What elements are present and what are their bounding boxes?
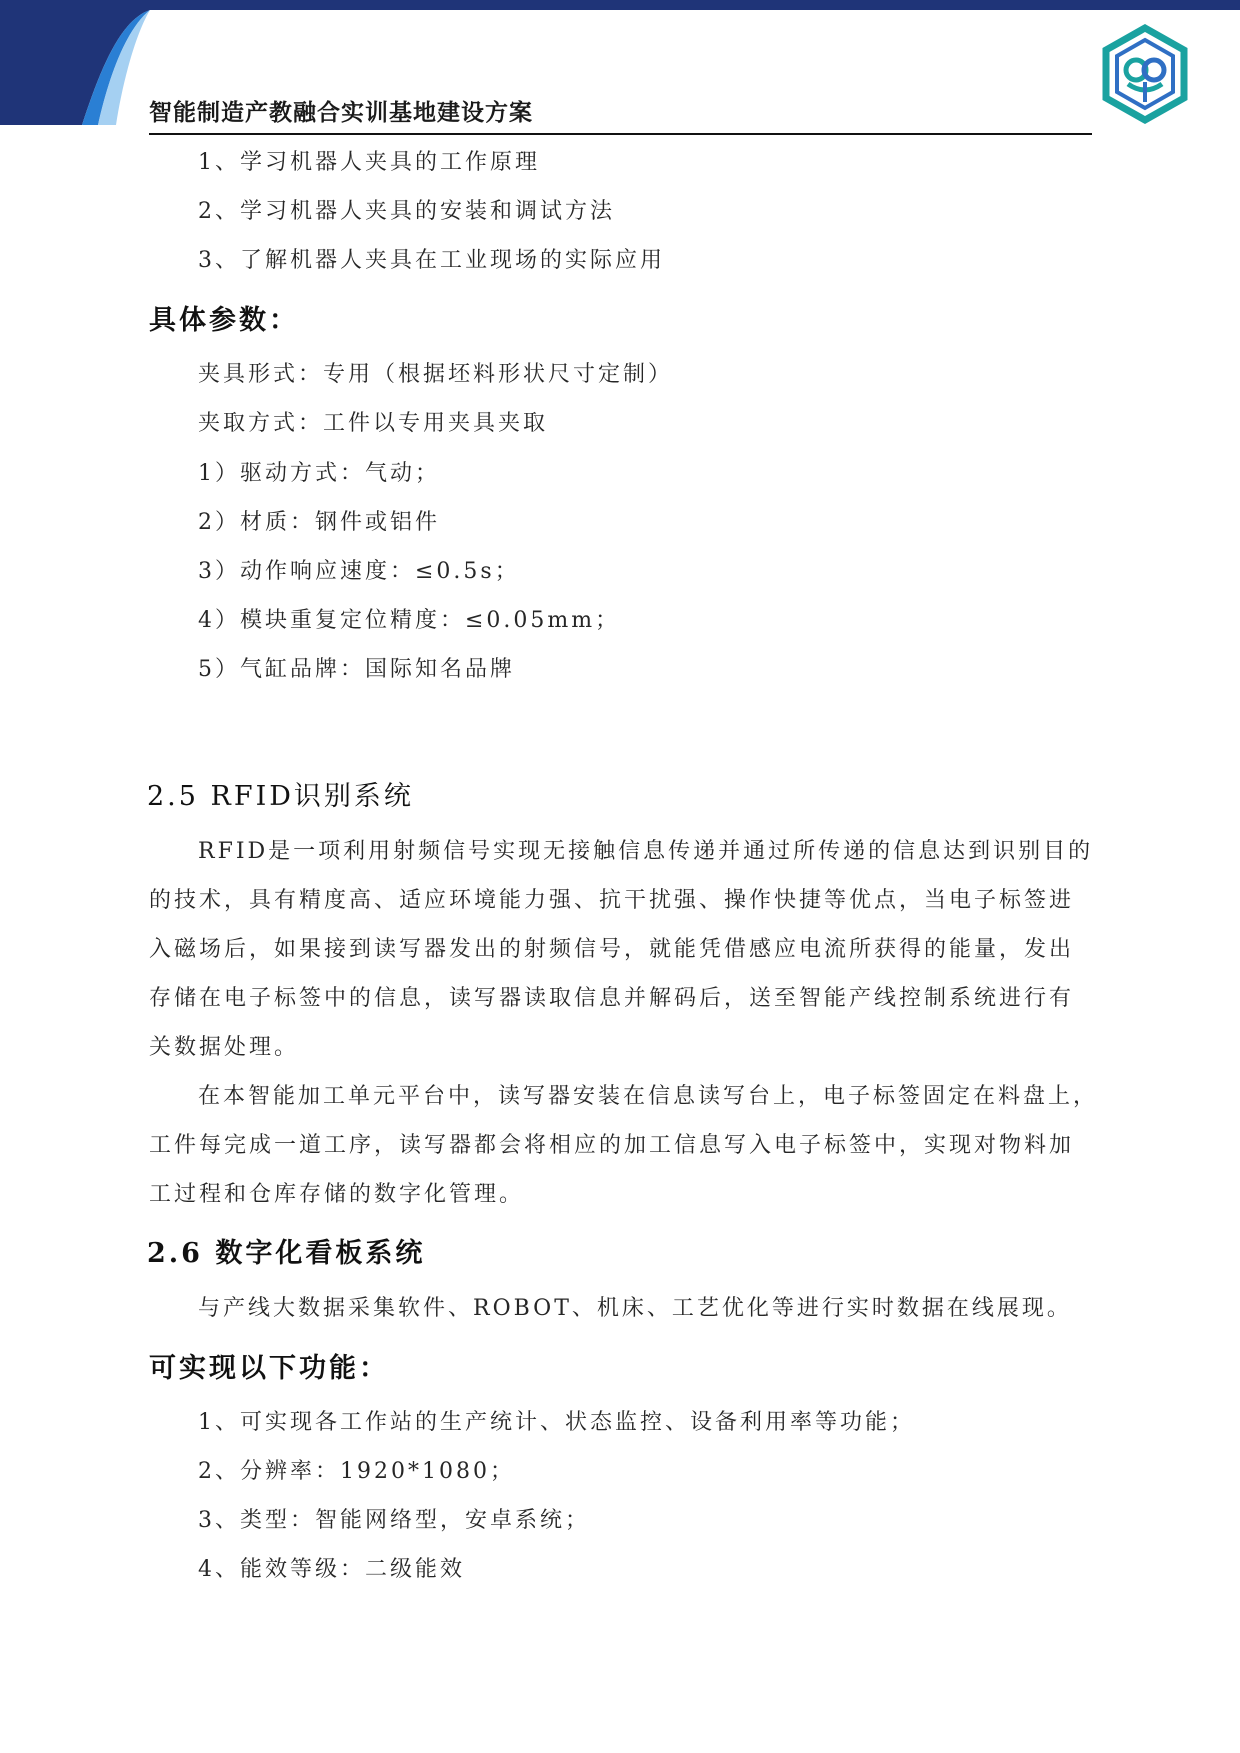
params-intro-line: 夹取方式：工件以专用夹具夹取 xyxy=(198,411,549,436)
function-item: 3、类型：智能网络型，安卓系统； xyxy=(198,1508,590,1533)
function-item: 1、可实现各工作站的生产统计、状态监控、设备利用率等功能； xyxy=(198,1410,915,1435)
params-item: 1）驱动方式：气动； xyxy=(198,461,440,486)
objective-item: 3、了解机器人夹具在工业现场的实际应用 xyxy=(198,248,665,273)
section-heading-rfid: 2.5 RFID识别系统 xyxy=(147,781,414,812)
document-header-title: 智能制造产教融合实训基地建设方案 xyxy=(149,100,533,126)
function-item: 4、能效等级：二级能效 xyxy=(198,1557,465,1582)
rfid-paragraph-line: 存储在电子标签中的信息，读写器读取信息并解码后，送至智能产线控制系统进行有 xyxy=(149,986,1075,1011)
rfid-paragraph-line: 入磁场后，如果接到读写器发出的射频信号，就能凭借感应电流所获得的能量，发出 xyxy=(149,937,1075,962)
kanban-paragraph: 与产线大数据采集软件、ROBOT、机床、工艺优化等进行实时数据在线展现。 xyxy=(198,1296,1072,1321)
rfid-paragraph-line: 工件每完成一道工序，读写器都会将相应的加工信息写入电子标签中，实现对物料加 xyxy=(149,1133,1075,1158)
rfid-paragraph-line: RFID是一项利用射频信号实现无接触信息传递并通过所传递的信息达到识别目的 xyxy=(198,839,1094,864)
objective-item: 1、学习机器人夹具的工作原理 xyxy=(198,150,540,175)
function-item: 2、分辨率：1920*1080； xyxy=(198,1459,515,1484)
rfid-paragraph-line: 关数据处理。 xyxy=(149,1035,300,1060)
rfid-paragraph-line: 的技术，具有精度高、适应环境能力强、抗干扰强、操作快捷等优点，当电子标签进 xyxy=(149,888,1075,913)
functions-heading: 可实现以下功能： xyxy=(149,1353,389,1384)
params-item: 5）气缸品牌：国际知名品牌 xyxy=(198,657,515,682)
params-item: 4）模块重复定位精度：≤0.05mm； xyxy=(198,608,621,633)
params-item: 2）材质：钢件或铝件 xyxy=(198,510,440,535)
params-heading: 具体参数： xyxy=(149,305,299,336)
params-item: 3）动作响应速度：≤0.5s； xyxy=(198,559,520,584)
rfid-paragraph-line: 在本智能加工单元平台中，读写器安装在信息读写台上，电子标签固定在料盘上， xyxy=(198,1084,1099,1109)
params-intro-line: 夹具形式：专用（根据坯料形状尺寸定制） xyxy=(198,362,674,387)
rfid-paragraph-line: 工过程和仓库存储的数字化管理。 xyxy=(149,1182,525,1207)
header-divider xyxy=(149,133,1092,135)
school-logo-icon xyxy=(1098,24,1192,124)
section-heading-kanban: 2.6 数字化看板系统 xyxy=(147,1238,426,1269)
objective-item: 2、学习机器人夹具的安装和调试方法 xyxy=(198,199,615,224)
